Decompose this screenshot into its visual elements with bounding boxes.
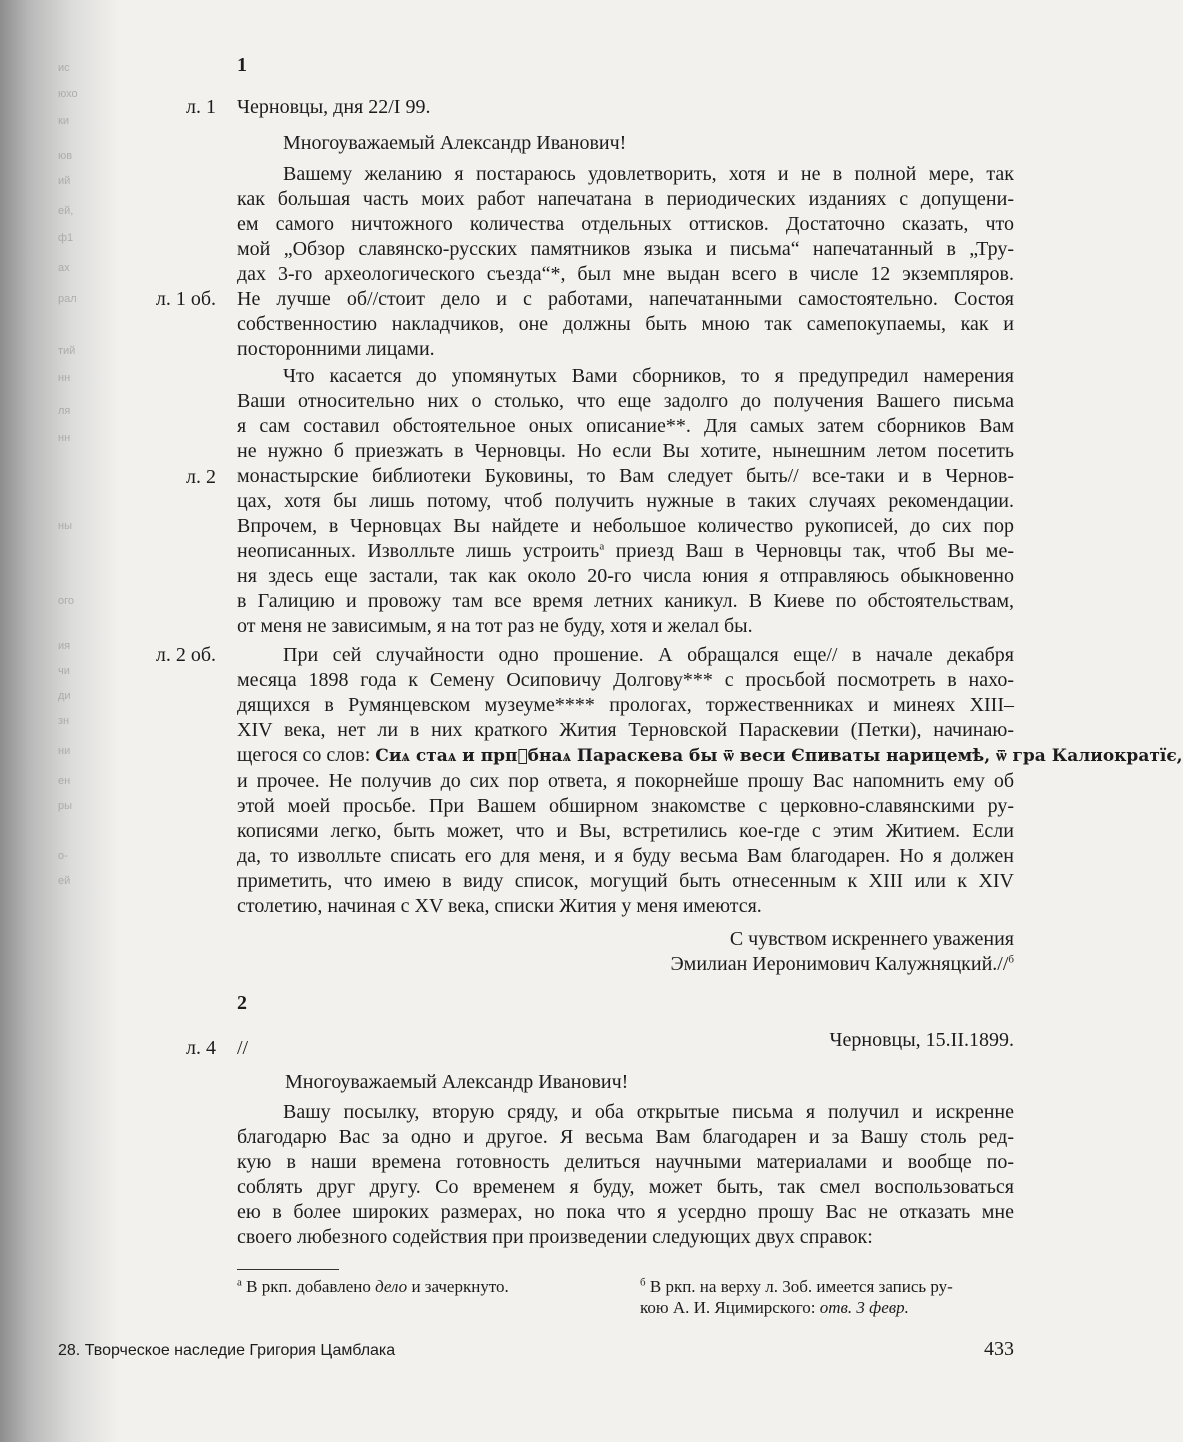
text-span: неописанных. Изволльте лишь устроить	[237, 540, 600, 562]
text-span: приезд Ваш в Черновцы так, чтоб Вы ме-	[604, 540, 1014, 562]
bleed-fragment: ни	[58, 745, 71, 757]
footnote-line	[640, 1276, 1014, 1297]
letter-paragraph	[237, 162, 1014, 362]
bleed-fragment: нн	[58, 432, 71, 444]
bleed-fragment: ей	[58, 875, 71, 887]
bleed-fragment: ия	[58, 640, 71, 652]
footnote-text: В ркп. добавлено	[241, 1277, 376, 1296]
bleed-fragment: тий	[58, 345, 76, 357]
footnote-text: кою А. И. Яцимирского:	[640, 1298, 820, 1317]
folio-note: л. 1 об.	[155, 288, 216, 310]
letter-paragraph	[237, 643, 1183, 919]
text-line: ня здесь еще застали, так как около 20-го числа юния я отправляюсь обыкновенно	[237, 565, 1014, 587]
text-line: соблять друг другу. Со временем я буду, может быть, так смел воспользоваться	[237, 1176, 1014, 1198]
letter-number: 2	[237, 992, 247, 1014]
footnote-a	[237, 1276, 597, 1297]
footnote-text: В ркп. на верху л. 3об. имеется запись ру-	[645, 1277, 953, 1296]
bleed-fragment: юв	[58, 150, 73, 162]
text-line: столетию, начиная с XV века, списки Жития у меня имеются.	[237, 895, 762, 917]
footnote-text: и зачеркнуто.	[407, 1277, 509, 1296]
signature-mark: 28. Творческое наследие Григория Цамблака	[58, 1342, 396, 1359]
letter-closing: С чувством искреннего уважения	[729, 928, 1014, 950]
folio-note: л. 2	[186, 466, 216, 488]
text-line: да, то изволльте списать его для меня, и я буду весьма Вам благодарен. Но я должен	[237, 845, 1014, 867]
page-number: 433	[984, 1338, 1014, 1360]
bleed-fragment: ис	[58, 62, 70, 74]
text-line: ем самого ничтожного количества отдельных оттисков. Достаточно сказать, что	[237, 213, 1014, 235]
text-line: монастырские библиотеки Буковины, то Вам следует быть// все-таки и в Чернов-	[237, 465, 1014, 487]
bleed-fragment: ого	[58, 595, 75, 607]
footnote-italic: дело	[375, 1277, 408, 1296]
footnote-mark: а	[599, 540, 605, 553]
bleed-fragment: ий	[58, 175, 71, 187]
text-line: дах 3-го археологического съезда“*, был мне выдан всего в числе 12 экземпляров.	[237, 263, 1014, 285]
text-line: собственностию накладчиков, оне должны быть мною так самепокупаемы, как и	[237, 313, 1014, 335]
letter-date: Черновцы, дня 22/I 99.	[237, 96, 431, 118]
footnote-italic: отв. 3 февр.	[819, 1298, 909, 1317]
signature-name: Эмилиан Иеронимович Калужняцкий.//	[670, 953, 1009, 975]
text-line: этой моей просьбе. При Вашем обширном знакомстве с церковно-славянскими ру-	[237, 795, 1014, 817]
text-line: Что касается до упомянутых Вами сборников, то я предупредил намерения	[283, 365, 1014, 387]
bleed-fragment: рал	[58, 293, 77, 305]
bleed-fragment: ля	[58, 405, 71, 417]
text-line: Не лучше об//стоит дело и с работами, напечатанными самостоятельно. Состоя	[237, 288, 1014, 310]
letter-paragraph	[237, 364, 1014, 639]
letter-paragraph	[237, 1100, 1014, 1250]
text-line: мой „Обзор славянско-русских памятников языка и письма“ напечатанный в „Тру-	[237, 238, 1014, 260]
text-line: XIV века, нет ли в них краткого Жития Терновской Параскевии (Петки), начинаю-	[237, 719, 1014, 741]
folio-note: л. 4	[186, 1037, 216, 1059]
text-span: щегося со слов:	[237, 744, 376, 766]
text-line: дящихся в Румянцевском музеуме**** прологах, торжественниках и минеях XIII–	[237, 694, 1014, 716]
church-slavonic-quote: Сиѧ стаѧ и прпⷣбнаѧ Параскева бы ѿ веси Єпиваты нарицемѣ, ѿ гра Калиократїє,	[375, 746, 1183, 766]
footnote-mark: б	[640, 1276, 646, 1289]
footnote-rule	[237, 1269, 339, 1270]
text-line: Вашему желанию я постараюсь удовлетворить, хотя и не в полной мере, так	[283, 163, 1014, 185]
bleed-fragment: ах	[58, 262, 70, 274]
text-line	[237, 539, 1014, 564]
letter-date: Черновцы, 15.II.1899.	[829, 1029, 1014, 1051]
text-line: ею в более широких размерах, но пока что я усердно прошу Вас не отказать мне	[237, 1201, 1014, 1223]
text-line: не нужно б приезжать в Черновцы. Но если Вы хотите, нынешним летом посетить	[237, 440, 1014, 462]
bleed-fragment: ен	[58, 775, 71, 787]
text-line: посторонними лицами.	[237, 338, 435, 360]
text-line: и прочее. Не получив до сих пор ответа, я покорнейше прошу Вас напомнить ему об	[237, 770, 1014, 792]
bleed-fragment: ки	[58, 115, 69, 127]
bleed-fragment: ны	[58, 520, 72, 532]
text-line: кописями легко, быть может, что и Вы, встретились кое-где с этим Житием. Если	[237, 820, 1014, 842]
text-line: цах, хотя бы лишь потому, чтоб получить нужные в таких случаях рекомендации.	[237, 490, 1014, 512]
text-line: При сей случайности одно прошение. А обращался еще// в начале декабря	[283, 644, 1014, 666]
bleed-fragment: о-	[58, 850, 68, 862]
bleed-fragment: ф1	[58, 232, 74, 244]
letter-signature	[237, 952, 1014, 977]
text-line: месяца 1898 года к Семену Осиповичу Долгову*** с просьбой посмотреть в нахо-	[237, 669, 1014, 691]
text-line: от меня не зависимым, я на тот раз не буду, хотя и желал бы.	[237, 615, 753, 637]
letter-number: 1	[237, 54, 247, 76]
footnote-b	[640, 1276, 1014, 1318]
bleed-fragment: ей,	[58, 205, 74, 217]
folio-note: л. 2 об.	[155, 644, 216, 666]
bleed-fragment: ры	[58, 800, 73, 812]
text-line: своего любезного содействия при произведении следующих двух справок:	[237, 1226, 873, 1248]
bleed-fragment: нн	[58, 372, 71, 384]
text-line: благодарю Вас за одно и другое. Я весьма Вам благодарен и за Вашу столь ред-	[237, 1126, 1014, 1148]
text-line: приметить, что имею в виду список, могущий быть отнесенным к XIII или к XIV	[237, 870, 1014, 892]
text-line: Впрочем, в Черновцах Вы найдете и небольшое количество рукописей, до сих пор	[237, 515, 1014, 537]
text-line: Вашу посылку, вторую сряду, и оба открытые письма я получил и искренне	[283, 1101, 1014, 1123]
footnote-mark: б	[1008, 953, 1014, 966]
bleed-fragment: ди	[58, 690, 71, 702]
text-line: Ваши относительно них о столько, что еще задолго до получения Вашего письма	[237, 390, 1014, 412]
text-line	[237, 743, 1183, 769]
folio-note: л. 1	[186, 96, 216, 118]
bleed-fragment: юхо	[58, 88, 78, 100]
footnote-mark: а	[237, 1276, 242, 1289]
letter-salutation: Многоуважаемый Александр Иванович!	[285, 1071, 629, 1093]
bleed-fragment: чи	[58, 665, 70, 677]
footnote-line	[640, 1297, 1014, 1318]
folio-break-mark: //	[237, 1037, 249, 1059]
text-line: кую в наши времена готовность делиться научными материалами и вообще по-	[237, 1151, 1014, 1173]
text-line: я сам составил обстоятельное оных описание**. Для самых затем сборников Вам	[237, 415, 1014, 437]
bleed-fragment: зн	[58, 715, 70, 727]
letter-salutation: Многоуважаемый Александр Иванович!	[283, 132, 627, 154]
text-line: в Галицию и провожу там все время летних каникул. В Киеве по обстоятельствам,	[237, 590, 1014, 612]
text-line: как большая часть моих работ напечатана в периодических изданиях с допущени-	[237, 188, 1014, 210]
